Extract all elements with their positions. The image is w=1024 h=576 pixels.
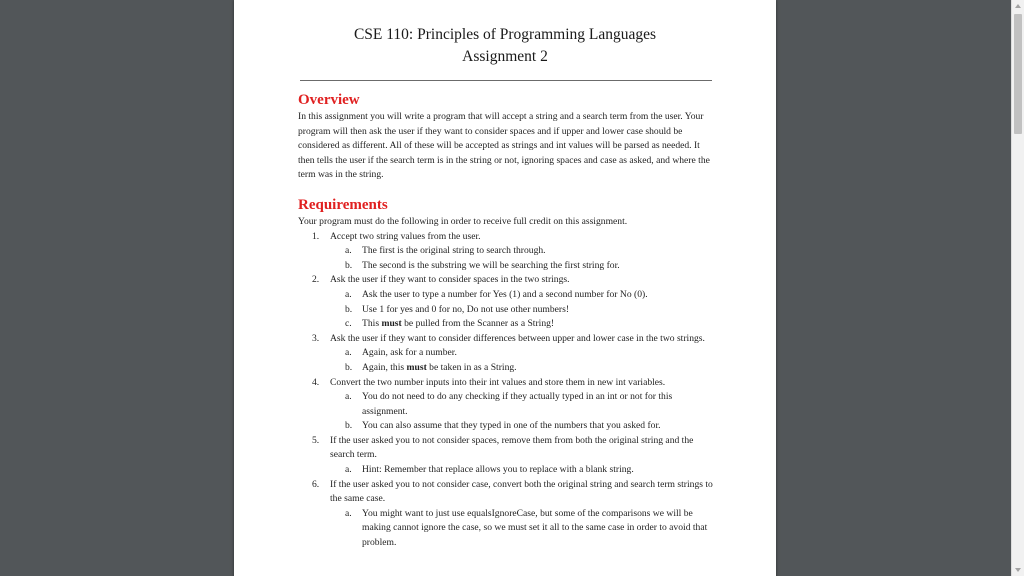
requirement-number: 6. — [312, 478, 320, 490]
sub-letter: a. — [345, 288, 352, 300]
sub-letter: c. — [345, 318, 352, 330]
sub-text-pre: This — [362, 318, 382, 330]
requirement-text: If the user asked you to not consider spaces, remove them from both the original string and the search term. — [330, 434, 694, 461]
sub-text: The first is the original string to search through. — [362, 245, 546, 257]
title-line-1: CSE 110: Principles of Programming Languages — [353, 26, 657, 43]
requirement-text: Convert the two number inputs into their int values and store them in new int variables. — [330, 376, 666, 388]
sub-letter: a. — [345, 391, 352, 403]
sub-item — [330, 419, 716, 434]
requirement-text: Accept two string values from the user. — [330, 230, 481, 242]
requirement-text: If the user asked you to not consider case, convert both the original string and search term strings to the same case. — [330, 478, 713, 505]
sub-text: You might want to just use equalsIgnoreCase, but some of the comparisons we will be making cannot ignore the case, so we must set it all to the same case in order to avoid that problem. — [362, 507, 708, 549]
requirement-item — [298, 332, 716, 376]
title-line-2: Assignment 2 — [462, 48, 548, 65]
sub-text-emphasis: must — [406, 361, 427, 373]
sub-text-post: be taken in as a String. — [426, 361, 517, 373]
sub-letter: b. — [345, 420, 353, 432]
vertical-scrollbar[interactable] — [1011, 0, 1024, 576]
sub-text: Again, ask for a number. — [362, 347, 457, 359]
sub-item — [330, 288, 716, 303]
sub-text-pre: Again, this — [362, 361, 407, 373]
sub-list — [330, 507, 716, 551]
sub-text: You can also assume that they typed in one of the numbers that you asked for. — [362, 420, 661, 432]
sub-text-post: be pulled from the Scanner as a String! — [401, 318, 555, 330]
requirement-text: Ask the user if they want to consider spaces in the two strings. — [330, 274, 570, 286]
requirement-item — [298, 376, 716, 434]
sub-text: You do not need to do any checking if they actually typed in an int or not for this assignment. — [362, 391, 673, 417]
sub-letter: b. — [345, 259, 353, 271]
requirement-number: 2. — [312, 274, 320, 286]
sub-item — [330, 463, 716, 478]
sub-list — [330, 346, 716, 375]
sub-item — [330, 507, 716, 551]
sub-text: Ask the user to type a number for Yes (1) and a second number for No (0). — [362, 288, 648, 300]
requirement-item — [298, 273, 716, 331]
sub-list — [330, 463, 716, 478]
sub-item — [330, 346, 716, 361]
sub-text: The second is the substring we will be searching the first string for. — [362, 259, 620, 271]
sub-item — [330, 317, 716, 332]
sub-letter: a. — [345, 464, 352, 476]
sub-text: Hint: Remember that replace allows you to replace with a blank string. — [362, 464, 634, 476]
sub-letter: a. — [345, 347, 352, 359]
sub-letter: b. — [345, 303, 353, 315]
overview-text: In this assignment you will write a program that will accept a string and a search term from the user. Your program will then ask the user if they want to consider spaces and if upper and lower case should be considered as different. All of these will be accepted as strings and int values will be parsed as needed. It then tells the user if the search term is in the string or not, ignoring spaces and case as asked, and where the term was in the string. — [298, 111, 710, 181]
requirement-text: Ask the user if they want to consider differences between upper and lower case in the two strings. — [330, 332, 705, 344]
requirement-item — [298, 478, 716, 551]
scroll-thumb[interactable] — [1014, 14, 1022, 134]
requirements-intro: Your program must do the following in order to receive full credit on this assignment. — [298, 215, 628, 227]
document-title — [234, 24, 776, 68]
sub-item — [330, 390, 716, 419]
sub-item — [330, 259, 716, 274]
sub-letter: a. — [345, 507, 352, 519]
requirement-item — [298, 434, 716, 478]
requirement-number: 4. — [312, 376, 320, 388]
sub-letter: a. — [345, 245, 352, 257]
sub-item — [330, 244, 716, 259]
requirements-list — [298, 230, 716, 551]
sub-list — [330, 244, 716, 273]
requirement-number: 1. — [312, 230, 320, 242]
document-page — [234, 0, 776, 576]
sub-text: Use 1 for yes and 0 for no, Do not use other numbers! — [362, 303, 570, 315]
sub-list — [330, 288, 716, 332]
requirements-heading: Requirements — [298, 196, 388, 213]
requirement-item — [298, 230, 716, 274]
sub-text-emphasis: must — [381, 318, 402, 330]
scroll-up-icon[interactable] — [1012, 0, 1024, 12]
sub-list — [330, 390, 716, 434]
sub-letter: b. — [345, 361, 353, 373]
requirement-number: 3. — [312, 332, 320, 344]
title-divider — [300, 80, 712, 81]
sub-item — [330, 303, 716, 318]
sub-item — [330, 361, 716, 376]
requirement-number: 5. — [312, 434, 320, 446]
document-body — [298, 90, 716, 551]
scroll-down-icon[interactable] — [1012, 564, 1024, 576]
overview-heading: Overview — [298, 92, 360, 108]
